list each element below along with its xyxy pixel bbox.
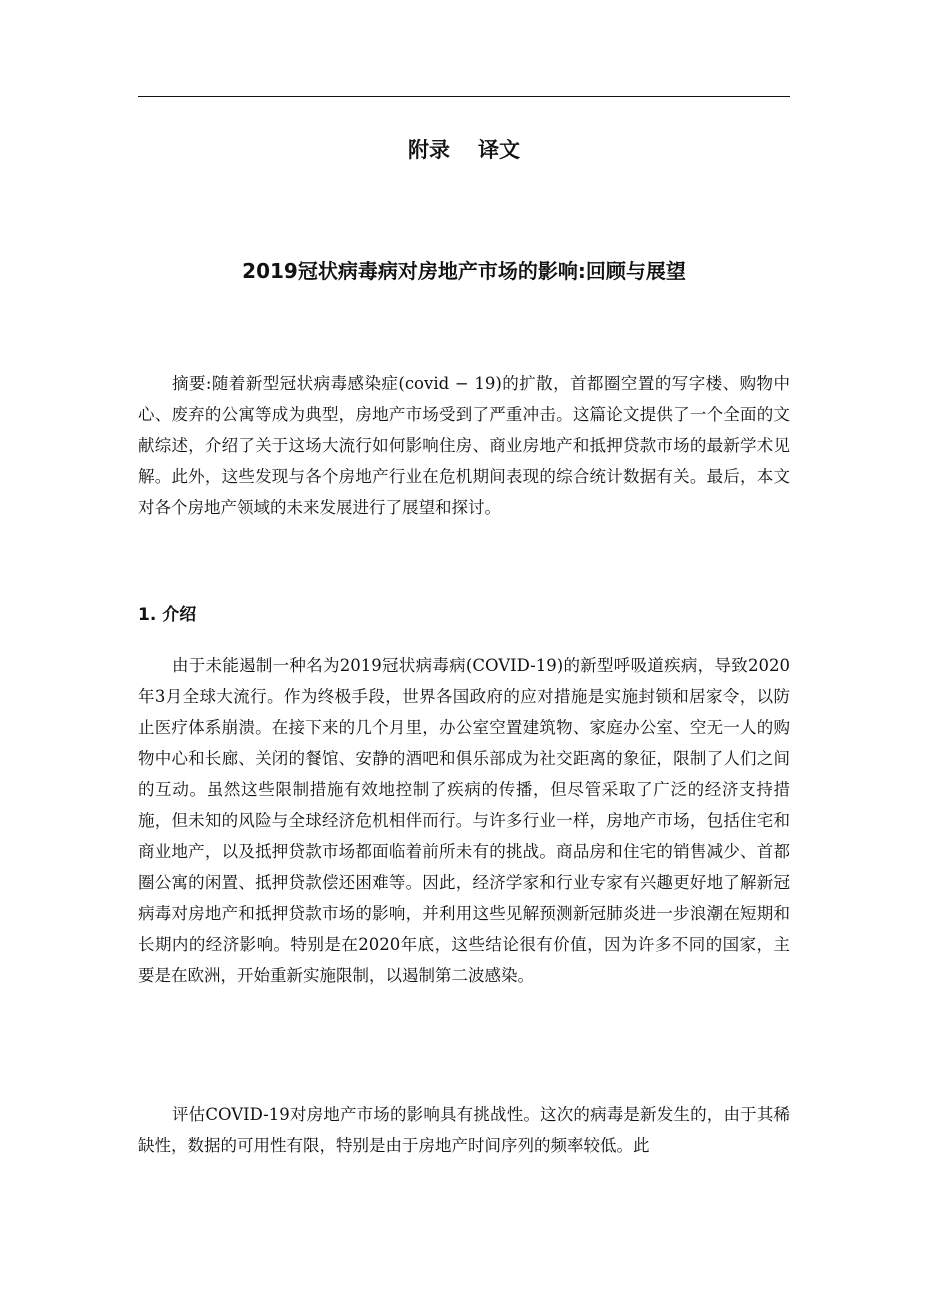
intro-paragraph-2: 评估COVID-19对房地产市场的影响具有挑战性。这次的病毒是新发生的，由于其稀缺性，数据的可用性有限，特别是由于房地产时间序列的频率较低。此 bbox=[138, 1105, 790, 1155]
intro-paragraph-1: 由于未能遏制一种名为2019冠状病毒病(COVID-19)的新型呼吸道疾病，导致2020年3月全球大流行。作为终极手段，世界各国政府的应对措施是实施封锁和居家令，以防止医疗体系崩溃。在接下来的几个月里，办公室空置建筑物、家庭办公室、空无一人的购物中心和长廊、关闭的餐馆、安静的酒吧和俱乐部成为社交距离的象征，限制了人们之间的互动。虽然这些限制措施有效地控制了疾病的传播，但尽管采取了广泛的经济支持措施，但未知的风险与全球经济危机相伴而行。与许多行业一样，房地产市场，包括住宅和商业地产，以及抵押贷款市场都面临着前所未有的挑战。商品房和住宅的销售减少、首都圈公寓的闲置、抵押贷款偿还困难等。因此，经济学家和行业专家有兴趣更好地了解新冠病毒对房地产和抵押贷款市场的影响，并利用这些见解预测新冠肺炎进一步浪潮在短期和长期内的经济影响。特别是在2020年底，这些结论很有价值，因为许多不同的国家，主要是在欧洲，开始重新实施限制，以遏制第二波感染。 bbox=[138, 656, 790, 985]
abstract-paragraph: 摘要:随着新型冠状病毒感染症(covid − 19)的扩散，首都圈空置的写字楼、购物中心、废弃的公寓等成为典型，房地产市场受到了严重冲击。这篇论文提供了一个全面的文献综述，介绍了关于这场大流行如何影响住房、商业房地产和抵押贷款市场的最新学术见解。此外，这些发现与各个房地产行业在危机期间表现的综合统计数据有关。最后，本文对各个房地产领域的未来发展进行了展望和探讨。 bbox=[138, 374, 790, 517]
header-rule bbox=[138, 96, 790, 97]
appendix-label: 附录 bbox=[408, 138, 450, 162]
appendix-subtitle: 译文 bbox=[478, 138, 520, 162]
appendix-title bbox=[138, 132, 790, 168]
paper-title: 2019冠状病毒病对房地产市场的影响:回顾与展望 bbox=[242, 259, 686, 283]
section-heading-introduction: 1. 介绍 bbox=[138, 605, 197, 625]
